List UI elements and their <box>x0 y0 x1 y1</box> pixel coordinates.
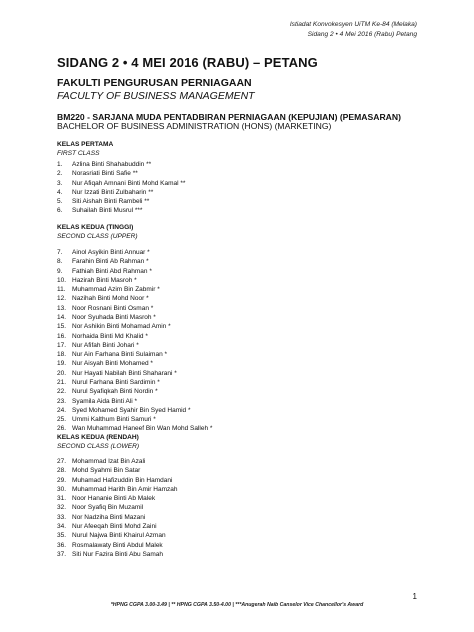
graduate-name: Syed Mohamed Syahir Bin Syed Hamid * <box>72 406 191 414</box>
entry-number: 10. <box>57 276 67 284</box>
list-item <box>57 378 212 387</box>
graduate-name: Norasriati Binti Safie ** <box>72 170 138 178</box>
entry-number: 9. <box>57 267 63 275</box>
header-line-1: Istiadat Konvokesyen UiTM Ke-84 (Melaka) <box>289 21 417 28</box>
graduate-name: Wan Muhammad Haneef Bin Wan Mohd Salleh * <box>72 425 213 433</box>
entry-number: 21. <box>57 378 67 386</box>
section-heading-second-class-lower <box>57 433 139 451</box>
list-item <box>57 206 185 215</box>
list-item <box>57 197 185 206</box>
graduate-name: Hazirah Binti Masroh * <box>72 276 137 284</box>
list-item <box>57 466 177 475</box>
entry-number: 5. <box>57 198 63 206</box>
list-item <box>57 322 212 331</box>
graduate-name: Mohd Syahmi Bin Satar <box>72 467 141 475</box>
list-item <box>57 387 212 396</box>
program-name-english: BACHELOR OF BUSINESS ADMINISTRATION (HONS) (MARKETING) <box>57 121 332 131</box>
entry-number: 23. <box>57 397 67 405</box>
graduate-name: Muhammad Harith Bin Amir Hamzah <box>72 485 178 493</box>
section-heading-first-class <box>57 140 113 158</box>
graduate-name: Nur Izzati Binti Zulbaharin ** <box>72 188 154 196</box>
graduate-name: Nurul Najwa Binti Khairul Azman <box>72 532 166 540</box>
graduate-name: Nur Ain Farhana Binti Sulaiman * <box>72 351 168 359</box>
graduate-name: Ainol Asyikin Binti Annuar * <box>72 249 150 256</box>
graduate-name: Siti Nur Fazira Binti Abu Samah <box>72 550 164 558</box>
graduate-name: Nor Ashikin Binti Mohamad Amin * <box>72 323 171 331</box>
graduate-name: Nazihah Binti Mohd Noor * <box>72 295 149 303</box>
section-heading-second-class-upper <box>57 223 138 241</box>
graduate-name: Ummi Kalthum Binti Samuri * <box>72 416 156 424</box>
header-line-2: Sidang 2 • 4 Mei 2016 (Rabu) Petang <box>307 30 417 38</box>
list-item <box>57 294 212 303</box>
graduate-name: Siti Aishah Binti Rambeli ** <box>72 198 150 206</box>
entry-number: 26. <box>57 425 67 433</box>
entry-number: 35. <box>57 532 67 540</box>
session-title: SIDANG 2 • 4 MEI 2016 (RABU) – PETANG <box>57 55 318 70</box>
entry-number: 30. <box>57 485 67 493</box>
list-item <box>57 332 212 341</box>
graduate-name: Azlina Binti Shahabuddin ** <box>72 161 152 168</box>
page-number: 1 <box>412 592 417 601</box>
list-item <box>57 541 177 550</box>
graduate-name: Norhaida Binti Md Khalid * <box>72 332 148 340</box>
entry-number: 37. <box>57 550 67 558</box>
list-item <box>57 359 212 368</box>
graduate-name: Nur Afiqah Amnani Binti Mohd Kamal ** <box>72 179 186 187</box>
list-item <box>57 285 212 294</box>
list-item <box>57 267 212 276</box>
entry-number: 34. <box>57 522 67 530</box>
graduate-name: Nur Afeeqah Binti Mohd Zaini <box>72 522 157 530</box>
graduate-name: Noor Hananie Binti Ab Malek <box>72 495 156 503</box>
entry-number: 16. <box>57 332 67 340</box>
graduate-name: Farahin Binti Ab Rahman * <box>72 258 149 266</box>
list-item <box>57 369 212 378</box>
entry-number: 33. <box>57 513 67 521</box>
first-class-list <box>57 160 185 216</box>
list-item <box>57 406 212 415</box>
graduate-name: Noor Rosnani Binti Osman * <box>72 304 154 312</box>
list-item <box>57 179 185 188</box>
entry-number: 36. <box>57 541 67 549</box>
entry-number: 4. <box>57 188 63 196</box>
list-item <box>57 188 185 197</box>
entry-number: 12. <box>57 295 67 303</box>
running-header <box>290 20 417 39</box>
entry-number: 11. <box>57 286 66 294</box>
graduate-name: Noor Syuhada Binti Masroh * <box>72 313 156 321</box>
entry-number: 25. <box>57 416 67 424</box>
list-item <box>57 485 177 494</box>
graduate-name: Muhammad Azim Bin Zabmir * <box>72 286 160 294</box>
faculty-name-english: FACULTY OF BUSINESS MANAGEMENT <box>57 90 255 102</box>
graduate-name: Nurul Farhana Binti Sardimin * <box>72 378 160 386</box>
graduate-name: Nur Aisyah Binti Mohamed * <box>72 360 153 368</box>
list-item <box>57 160 185 169</box>
entry-number: 24. <box>57 406 67 414</box>
list-item <box>57 341 212 350</box>
list-item <box>57 550 177 559</box>
graduate-name: Nurul Syafiqkah Binti Nordin * <box>72 388 158 396</box>
graduate-name: Nur Afifah Binti Johari * <box>72 341 139 349</box>
list-item <box>57 276 212 285</box>
section-title-english: FIRST CLASS <box>57 150 100 157</box>
entry-number: 15. <box>57 323 67 331</box>
section-title-english: SECOND CLASS (LOWER) <box>57 443 140 450</box>
entry-number: 29. <box>57 476 67 484</box>
graduate-name: Syamila Aida Binti Ali * <box>72 397 138 405</box>
list-item <box>57 257 212 266</box>
entry-number: 28. <box>57 467 67 475</box>
graduate-name: Nur Hayati Nabilah Binti Shaharani * <box>72 369 177 377</box>
graduate-name: Fathiah Binti Abd Rahman * <box>72 267 152 275</box>
entry-number: 31. <box>57 495 67 503</box>
graduate-name: Mohammad Izat Bin Azali <box>72 458 146 465</box>
list-item <box>57 476 177 485</box>
list-item <box>57 248 212 257</box>
list-item <box>57 169 185 178</box>
entry-number: 17. <box>57 341 67 349</box>
footer-legend: *HPNG CGPA 3.00-3.49 | ** HPNG CGPA 3.50-4.00 | ***Anugerah Naib Canselor Vice Chancellor's Award <box>110 602 364 608</box>
entry-number: 1. <box>57 161 63 168</box>
list-item <box>57 531 177 540</box>
graduate-name: Nor Nadziha Binti Mazani <box>72 513 146 521</box>
second-class-upper-list <box>57 248 212 434</box>
list-item <box>57 522 177 531</box>
entry-number: 3. <box>57 179 63 187</box>
list-item <box>57 313 212 322</box>
graduate-name: Muhamad Hafizuddin Bin Hamdani <box>72 476 173 484</box>
graduate-name: Suhailah Binti Musrul *** <box>72 207 143 215</box>
entry-number: 22. <box>57 388 67 396</box>
list-item <box>57 494 177 503</box>
list-item <box>57 415 212 424</box>
section-title-english: SECOND CLASS (UPPER) <box>57 233 138 240</box>
entry-number: 8. <box>57 258 63 266</box>
graduate-name: Noor Syafiq Bin Muzamil <box>72 504 144 512</box>
list-item <box>57 513 177 522</box>
entry-number: 7. <box>57 249 63 256</box>
list-item <box>57 397 212 406</box>
entry-number: 18. <box>57 351 67 359</box>
entry-number: 20. <box>57 369 67 377</box>
section-title-malay: KELAS KEDUA (TINGGI) <box>57 224 134 231</box>
entry-number: 6. <box>57 207 63 215</box>
list-item <box>57 304 212 313</box>
section-title-malay: KELAS KEDUA (RENDAH) <box>57 434 139 441</box>
entry-number: 27. <box>57 458 67 465</box>
entry-number: 14. <box>57 313 67 321</box>
program-name-malay: BM220 - SARJANA MUDA PENTADBIRAN PERNIAGAAN (KEPUJIAN) (PEMASARAN) <box>57 112 401 122</box>
list-item <box>57 350 212 359</box>
entry-number: 32. <box>57 504 67 512</box>
section-title-malay: KELAS PERTAMA <box>57 141 114 148</box>
graduate-name: Rosmalawaty Binti Abdul Malek <box>72 541 163 549</box>
second-class-lower-list <box>57 457 177 559</box>
entry-number: 13. <box>57 304 67 312</box>
entry-number: 19. <box>57 360 67 368</box>
list-item <box>57 503 177 512</box>
entry-number: 2. <box>57 170 63 178</box>
faculty-name-malay: FAKULTI PENGURUSAN PERNIAGAAN <box>57 77 252 89</box>
list-item <box>57 457 177 466</box>
